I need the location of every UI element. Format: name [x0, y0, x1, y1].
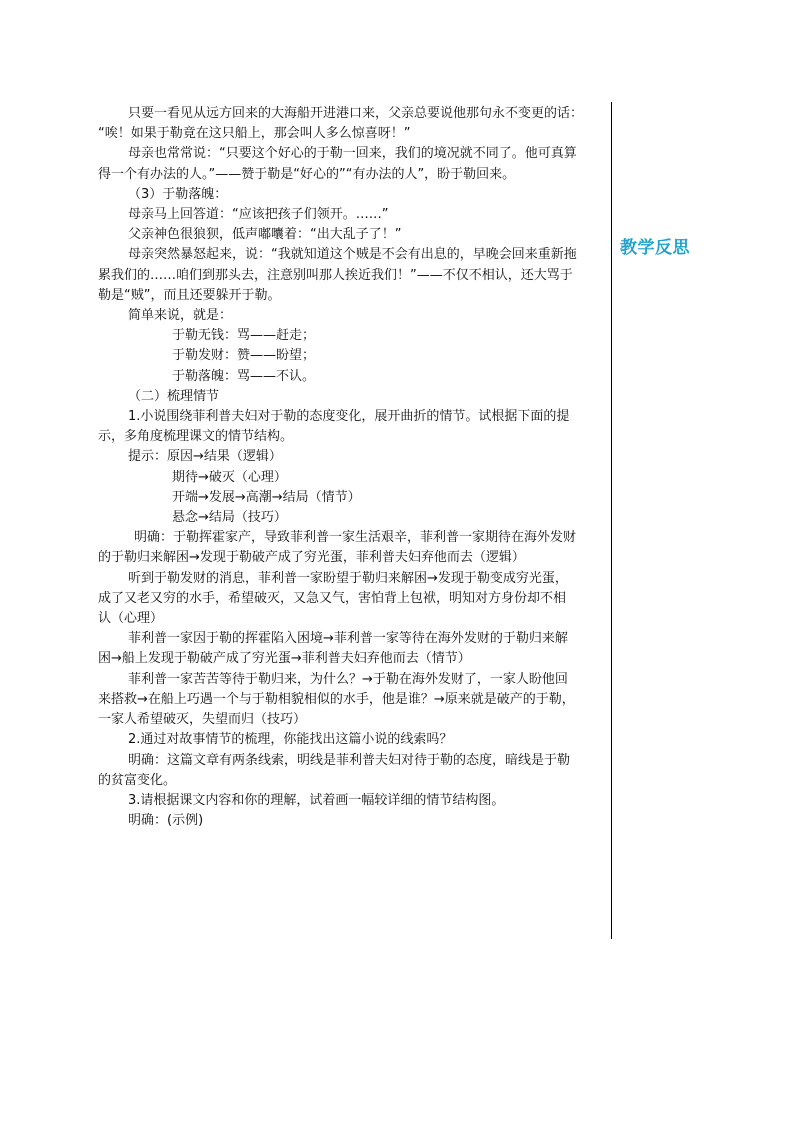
text-line: 的于勒归来解困→发现于勒破产成了穷光蛋，菲利普夫妇弃他而去（逻辑）: [98, 550, 525, 566]
text-line: 1.小说围绕菲利普夫妇对于勒的态度变化，展开曲折的情节。试根据下面的提: [128, 409, 570, 425]
text-line: （3）于勒落魄：: [128, 186, 228, 202]
text-line: 得一个有办法的人。”——赞于勒是“好心的”“有办法的人”，盼于勒回来。: [98, 166, 516, 182]
text-line: 明确：于勒挥霍家产，导致菲利普一家生活艰辛，菲利普一家期待在海外发财: [134, 530, 577, 546]
text-line: 累我们的……咱们到那头去，注意别叫那人挨近我们！”——不仅不相认，还大骂于: [98, 267, 573, 283]
text-line: 母亲突然暴怒起来，说：“我就知道这个贼是不会有出息的，早晚会回来重新拖: [128, 247, 577, 263]
text-line: 期待→破灭（心理）: [172, 469, 287, 485]
text-line: 于勒落魄：骂——不认。: [172, 368, 316, 384]
text-line: 勒是“贼”，而且还要躲开于勒。: [98, 287, 281, 303]
text-line: 来搭救→在船上巧遇一个与于勒相貌相似的水手，他是谁？→原来就是破产的于勒，: [98, 691, 575, 707]
text-line: 悬念→结局（技巧）: [172, 510, 287, 526]
text-line: 示，多角度梳理课文的情节结构。: [98, 429, 294, 445]
text-line: 只要一看见从远方回来的大海船开进港口来，父亲总要说他那句永不变更的话：: [128, 106, 584, 121]
lesson-text-column: [98, 104, 610, 831]
text-line: 母亲马上回答道：“应该把孩子们领开。……”: [128, 207, 389, 223]
text-line: 认（心理）: [98, 611, 164, 627]
text-line: 于勒发财：赞——盼望；: [172, 348, 316, 364]
text-line: 明确：(示例): [128, 813, 204, 829]
text-line: 母亲也常常说：“只要这个好心的于勒一回来，我们的境况就不同了。他可真算: [128, 146, 577, 162]
text-line: 开端→发展→高潮→结局（情节）: [172, 489, 361, 505]
text-line: 于勒无钱：骂——赶走；: [172, 328, 316, 344]
text-line: 提示：原因→结果（逻辑）: [128, 449, 282, 465]
text-line: 一家人希望破灭，失望而归（技巧）: [98, 712, 307, 728]
text-line: 简单来说，就是：: [128, 308, 233, 324]
text-line: 3.请根据课文内容和你的理解，试着画一幅较详细的情节结构图。: [128, 792, 505, 808]
text-line: 听到于勒发财的消息，菲利普一家盼望于勒归来解困→发现于勒变成穷光蛋，: [128, 570, 568, 586]
text-line: 的贫富变化。: [98, 772, 177, 788]
text-line: 成了又老又穷的水手，希望破灭，又急又气，害怕背上包袱，明知对方身份却不相: [98, 590, 567, 606]
text-line: “唉！如果于勒竟在这只船上，那会叫人多么惊喜呀！”: [98, 126, 411, 142]
teaching-reflection-heading: 教学反思: [620, 238, 690, 258]
text-line: 明确：这篇文章有两条线索，明线是菲利普夫妇对待于勒的态度，暗线是于勒: [128, 752, 571, 768]
text-line: （二）梳理情节: [128, 388, 220, 404]
text-line: 菲利普一家因于勒的挥霍陷入困境→菲利普一家等待在海外发财的于勒归来解: [128, 631, 568, 647]
text-line: 2.通过对故事情节的梳理，你能找出这篇小说的线索吗？: [128, 732, 453, 748]
text-line: 困→船上发现于勒破产成了穷光蛋→菲利普夫妇弃他而去（情节）: [98, 651, 471, 667]
column-divider: [611, 102, 612, 939]
text-line: 父亲神色很狼狈，低声嘟囔着：“出大乱子了！”: [128, 227, 402, 243]
text-line: 菲利普一家苦苦等待于勒归来，为什么？→于勒在海外发财了，一家人盼他回: [128, 671, 568, 687]
